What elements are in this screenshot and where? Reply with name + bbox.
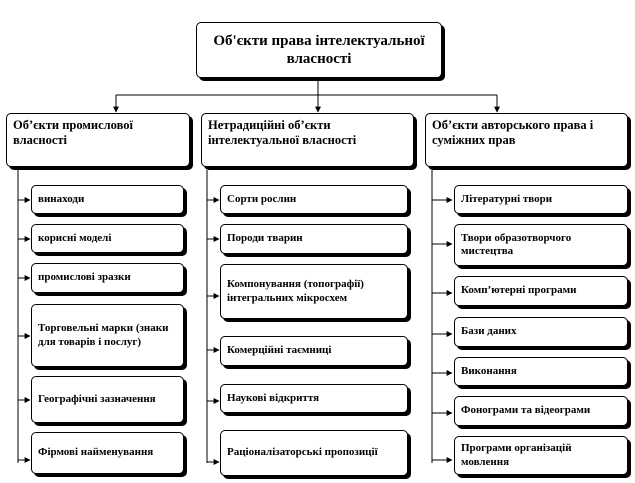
item-fine-art-works: Твори образотворчого мистецтва (454, 224, 628, 266)
category-title: Нетрадиційні об’єкти інтелектуальної власності (208, 118, 357, 147)
item-computer-programs: Комп’ютерні програми (454, 276, 628, 306)
item-databases: Бази даних (454, 317, 628, 347)
item-geographical-indications: Географічні зазначення (31, 376, 184, 423)
root-title: Об'єкти права інтелектуальної власності (213, 33, 425, 67)
category-title: Об’єкти авторського права і суміжних прав (432, 118, 594, 147)
item-phonograms-videograms: Фонограми та відеограми (454, 396, 628, 426)
item-trademarks: Торговельні марки (знаки для товарів і послуг) (31, 304, 184, 367)
item-performances: Виконання (454, 357, 628, 386)
category-nontraditional (201, 113, 414, 167)
item-industrial-designs: промислові зразки (31, 263, 184, 293)
item-plant-varieties: Сорти рослин (220, 185, 408, 214)
category-copyright (425, 113, 628, 167)
item-scientific-discoveries: Наукові відкриття (220, 384, 408, 413)
item-literary-works: Літературні твори (454, 185, 628, 214)
item-utility-models: корисні моделі (31, 224, 184, 253)
item-trade-secrets: Комерційні таємниці (220, 336, 408, 366)
root-box (196, 22, 442, 78)
item-rationalization-proposals: Раціоналізаторські пропозиції (220, 430, 408, 476)
category-title: Об’єкти промислової власності (13, 118, 133, 147)
col3-branches (432, 200, 452, 460)
category-industrial-property (6, 113, 190, 167)
item-trade-names: Фірмові найменування (31, 432, 184, 474)
item-animal-breeds: Породи тварин (220, 224, 408, 254)
col1-branches (18, 200, 30, 460)
item-inventions: винаходи (31, 185, 184, 214)
item-ic-topographies: Компонування (топографії) інтегральних мікросхем (220, 264, 408, 319)
col2-branches (207, 200, 219, 462)
item-broadcasting-programs: Програми організацій мовлення (454, 436, 628, 475)
